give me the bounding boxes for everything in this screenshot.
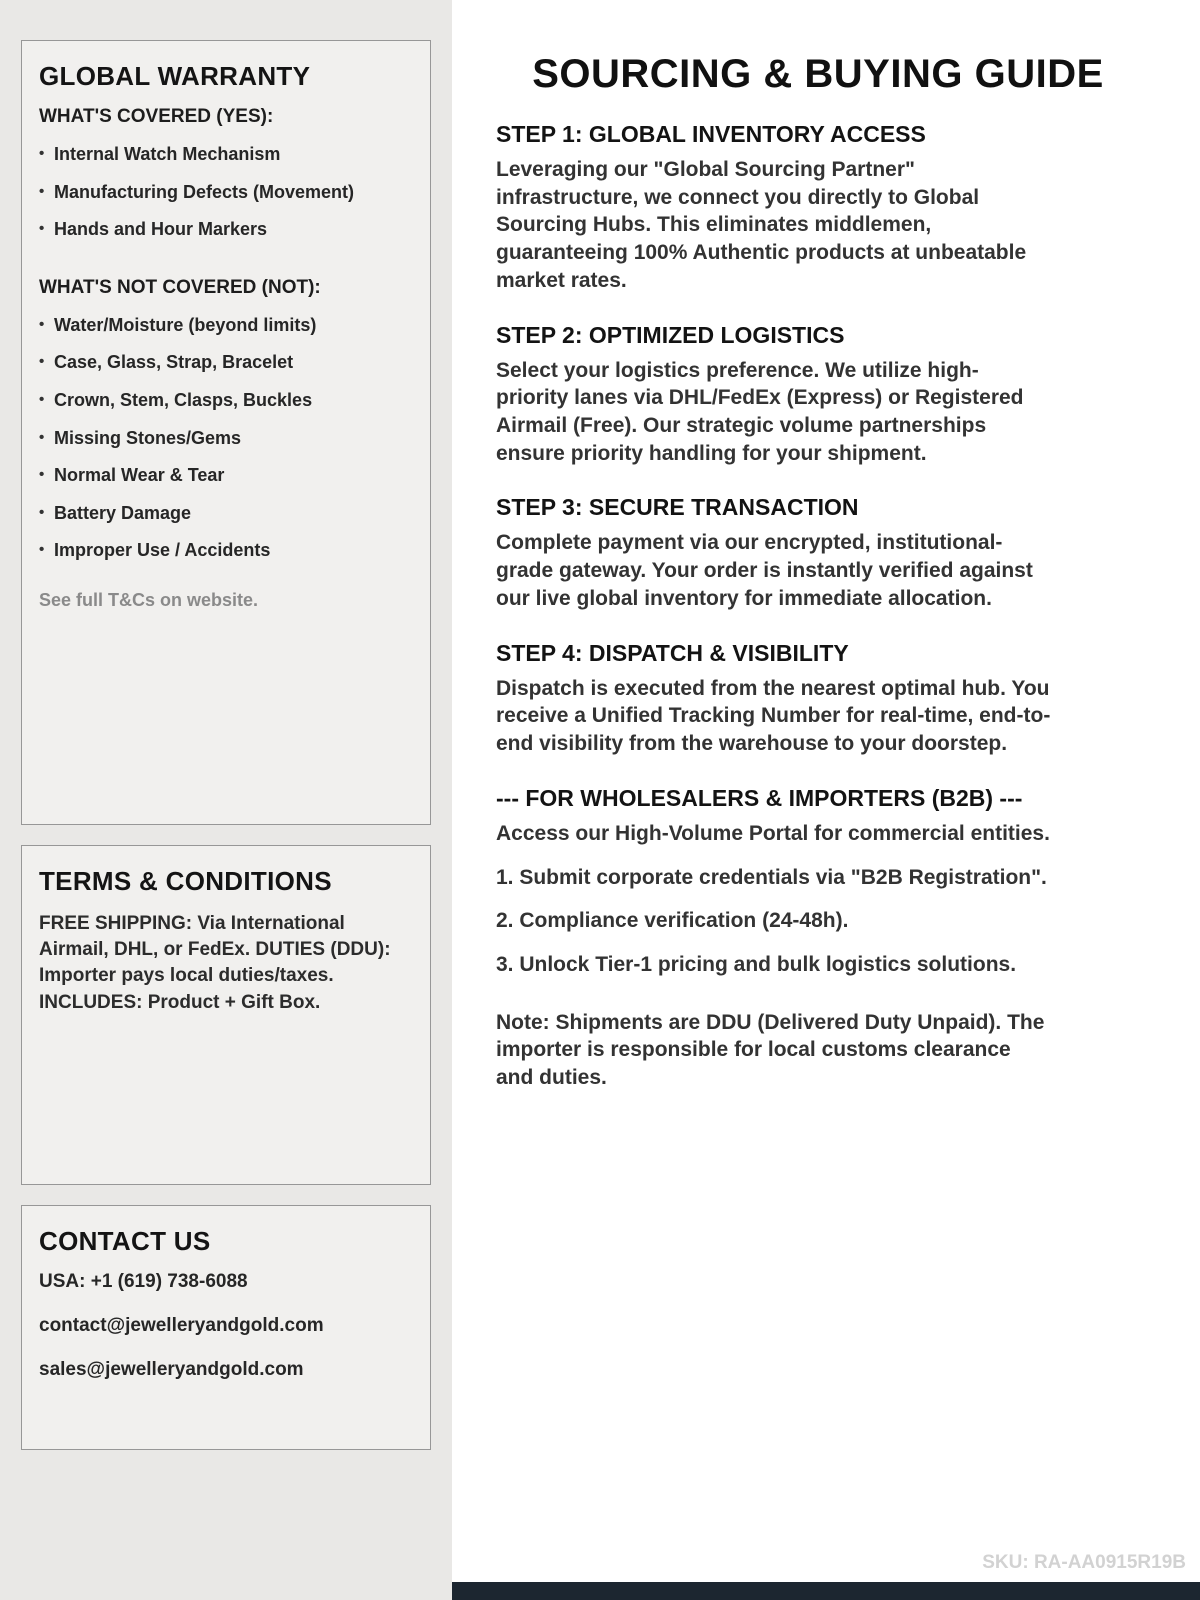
terms-body: FREE SHIPPING: Via International Airmail, DHL, or FedEx. DUTIES (DDU): Importer pays local duties/taxes. INCLUDES: Product + Gift Box. [39, 913, 391, 1013]
sidebar [0, 0, 452, 1600]
not-covered-heading: WHAT'S NOT COVERED (NOT): [39, 276, 321, 298]
terms-box [21, 845, 431, 1185]
sku-label: SKU: RA-AA0915R19B [982, 1552, 1186, 1573]
step-3 [496, 494, 1140, 612]
not-covered-item: • Missing Stones/Gems [39, 428, 413, 450]
step-1 [496, 121, 1140, 295]
bottom-bar [452, 1582, 1200, 1600]
page-title: SOURCING & BUYING GUIDE [532, 52, 1104, 96]
step-2 [496, 322, 1140, 468]
step-4-body: Dispatch is executed from the nearest optimal hub. You receive a Unified Tracking Number for real-time, end-to-end visibility from the warehouse to your doorstep. [496, 676, 1051, 756]
not-covered-list [39, 315, 413, 562]
not-covered-item: • Battery Damage [39, 503, 413, 525]
b2b-section [496, 785, 1140, 1092]
not-covered-item: • Improper Use / Accidents [39, 540, 413, 562]
contact-box [21, 1205, 431, 1450]
not-covered-item: • Case, Glass, Strap, Bracelet [39, 352, 413, 374]
step-2-body: Select your logistics preference. We utilize high-priority lanes via DHL/FedEx (Express) or Registered Airmail (Free). Our strategic volume partnerships ensure priority handling for your shipment. [496, 358, 1024, 465]
covered-item: • Manufacturing Defects (Movement) [39, 182, 413, 204]
step-4-heading: STEP 4: DISPATCH & VISIBILITY [496, 639, 849, 666]
covered-item: • Hands and Hour Markers [39, 219, 413, 241]
terms-title: TERMS & CONDITIONS [39, 866, 332, 896]
contact-sales-email: sales@jewelleryandgold.com [39, 1359, 304, 1380]
b2b-heading: --- FOR WHOLESALERS & IMPORTERS (B2B) --- [496, 784, 1023, 811]
step-1-body: Leveraging our "Global Sourcing Partner" infrastructure, we connect you directly to Global Sourcing Hubs. This eliminates middlemen, guaranteeing 100% Authentic products at unbeatable market rates. [496, 158, 1027, 292]
step-4 [496, 640, 1140, 758]
contact-phone: USA: +1 (619) 738-6088 [39, 1271, 248, 1292]
step-1-heading: STEP 1: GLOBAL INVENTORY ACCESS [496, 121, 926, 147]
step-3-heading: STEP 3: SECURE TRANSACTION [496, 494, 859, 521]
warranty-title: GLOBAL WARRANTY [39, 61, 311, 91]
step-2-heading: STEP 2: OPTIMIZED LOGISTICS [496, 321, 845, 348]
contact-email: contact@jewelleryandgold.com [39, 1315, 324, 1336]
not-covered-item: • Crown, Stem, Clasps, Buckles [39, 390, 413, 412]
b2b-item-2: 2. Compliance verification (24-48h). [496, 909, 849, 933]
not-covered-item: • Water/Moisture (beyond limits) [39, 315, 413, 337]
warranty-box [21, 40, 431, 825]
b2b-item-3: 3. Unlock Tier-1 pricing and bulk logistics solutions. [496, 952, 1017, 976]
main-content [452, 0, 1200, 1600]
covered-item: • Internal Watch Mechanism [39, 144, 413, 166]
warranty-footnote: See full T&Cs on website. [39, 589, 259, 610]
b2b-intro: Access our High-Volume Portal for commercial entities. [496, 821, 1050, 845]
covered-list [39, 144, 413, 241]
not-covered-item: • Normal Wear & Tear [39, 465, 413, 487]
contact-title: CONTACT US [39, 1226, 211, 1256]
step-3-body: Complete payment via our encrypted, institutional-grade gateway. Your order is instantly verified against our live global inventory for immediate allocation. [496, 531, 1033, 610]
b2b-item-1: 1. Submit corporate credentials via "B2B Registration". [496, 865, 1047, 889]
b2b-note: Note: Shipments are DDU (Delivered Duty Unpaid). The importer is responsible for local customs clearance and duties. [496, 1010, 1045, 1090]
covered-heading: WHAT'S COVERED (YES): [39, 106, 274, 127]
